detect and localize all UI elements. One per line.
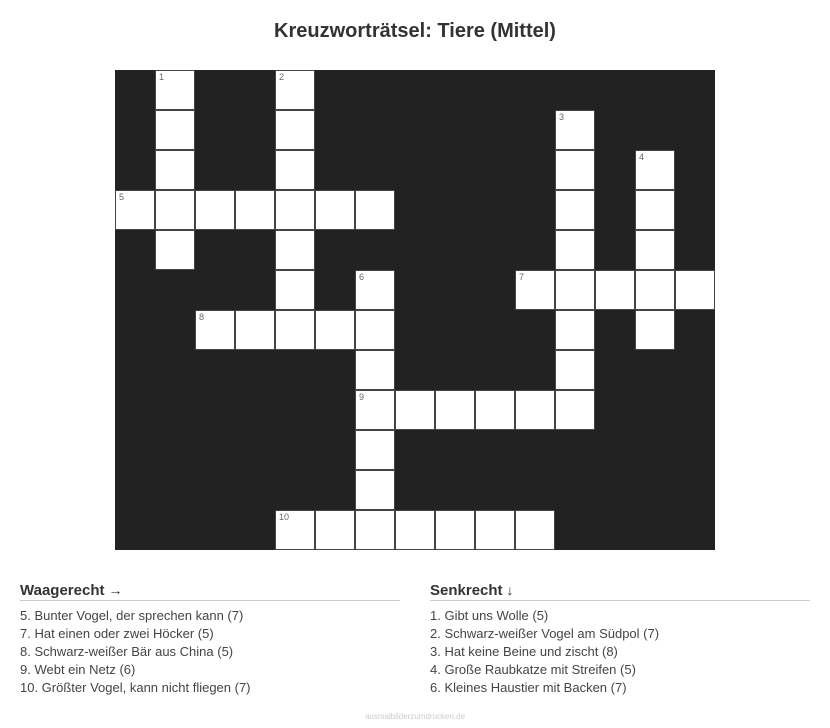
crossword-cell[interactable] <box>555 390 595 430</box>
right-arrow-icon: → <box>108 582 123 598</box>
crossword-cell[interactable] <box>635 190 675 230</box>
crossword-cell[interactable] <box>635 150 675 190</box>
crossword-cell[interactable] <box>475 510 515 550</box>
crossword-cell[interactable] <box>235 190 275 230</box>
crossword-cell[interactable] <box>475 390 515 430</box>
across-clue: 5. Bunter Vogel, der sprechen kann (7) <box>20 608 244 623</box>
crossword-cell[interactable] <box>235 310 275 350</box>
crossword-cell[interactable] <box>315 510 355 550</box>
crossword-cell[interactable] <box>155 230 195 270</box>
down-clues <box>430 582 810 697</box>
clue-number: 5 <box>119 192 125 202</box>
crossword-cell[interactable] <box>555 230 595 270</box>
crossword-cell[interactable] <box>155 150 195 190</box>
crossword-cell[interactable] <box>635 230 675 270</box>
footer-credit: ausmalbilderzumdrucken.de <box>364 712 466 721</box>
crossword-cell[interactable] <box>555 270 595 310</box>
clue-number: 4 <box>639 152 645 162</box>
crossword-cell[interactable] <box>595 270 635 310</box>
across-clue: 9. Webt ein Netz (6) <box>20 662 136 677</box>
clue-number: 3 <box>559 112 565 122</box>
down-arrow-icon: ↓ <box>506 582 514 598</box>
crossword-cell[interactable] <box>515 390 555 430</box>
crossword-cell[interactable] <box>395 510 435 550</box>
crossword-cell[interactable] <box>315 190 355 230</box>
crossword-cell[interactable] <box>275 310 315 350</box>
crossword-cell[interactable] <box>555 310 595 350</box>
crossword-cell[interactable] <box>555 150 595 190</box>
crossword-cell[interactable] <box>315 310 355 350</box>
crossword-cell[interactable] <box>355 310 395 350</box>
across-heading-label: Waagerecht <box>20 582 105 599</box>
crossword-cell[interactable] <box>675 270 715 310</box>
across-clue: 8. Schwarz-weißer Bär aus China (5) <box>20 644 234 659</box>
crossword-cell[interactable] <box>555 350 595 390</box>
across-clue: 7. Hat einen oder zwei Höcker (5) <box>20 626 214 641</box>
crossword-cell[interactable] <box>355 390 395 430</box>
crossword-cell[interactable] <box>355 470 395 510</box>
crossword-cell[interactable] <box>355 270 395 310</box>
crossword-cell[interactable] <box>515 270 555 310</box>
crossword-cell[interactable] <box>555 190 595 230</box>
crossword-cell[interactable] <box>355 190 395 230</box>
crossword-cell[interactable] <box>275 190 315 230</box>
crossword-cell[interactable] <box>355 350 395 390</box>
crossword-cell[interactable] <box>635 270 675 310</box>
clue-number: 2 <box>279 72 285 82</box>
clue-number: 8 <box>199 312 205 322</box>
crossword-cell[interactable] <box>435 510 475 550</box>
clue-number: 1 <box>159 72 165 82</box>
crossword-cell[interactable] <box>515 510 555 550</box>
crossword-cell[interactable] <box>195 190 235 230</box>
crossword-cell[interactable] <box>435 390 475 430</box>
crossword-cell[interactable] <box>635 310 675 350</box>
clue-number: 7 <box>519 272 525 282</box>
crossword-cell[interactable] <box>395 390 435 430</box>
down-clue: 6. Kleines Haustier mit Backen (7) <box>430 680 627 695</box>
crossword-cell[interactable] <box>155 70 195 110</box>
crossword-cell[interactable] <box>275 70 315 110</box>
down-clue: 3. Hat keine Beine und zischt (8) <box>430 644 618 659</box>
clue-number: 10 <box>279 512 290 522</box>
crossword-grid <box>115 70 715 550</box>
down-heading-label: Senkrecht <box>430 582 503 599</box>
crossword-cell[interactable] <box>195 310 235 350</box>
crossword-cell[interactable] <box>275 230 315 270</box>
page-title: Kreuzworträtsel: Tiere (Mittel) <box>274 20 556 42</box>
crossword-cell[interactable] <box>275 110 315 150</box>
crossword-cell[interactable] <box>275 510 315 550</box>
crossword-cell[interactable] <box>555 110 595 150</box>
clue-number: 9 <box>359 392 365 402</box>
crossword-cell[interactable] <box>115 190 155 230</box>
down-heading <box>430 582 810 601</box>
crossword-cell[interactable] <box>155 110 195 150</box>
crossword-cell[interactable] <box>355 510 395 550</box>
down-clue: 1. Gibt uns Wolle (5) <box>430 608 549 623</box>
across-heading <box>20 582 400 601</box>
crossword-cell[interactable] <box>355 430 395 470</box>
crossword-cell[interactable] <box>275 150 315 190</box>
across-clue: 10. Größter Vogel, kann nicht fliegen (7) <box>20 680 251 695</box>
crossword-cell[interactable] <box>155 190 195 230</box>
clue-number: 6 <box>359 272 365 282</box>
crossword-cell[interactable] <box>275 270 315 310</box>
down-clue: 4. Große Raubkatze mit Streifen (5) <box>430 662 636 677</box>
down-clue: 2. Schwarz-weißer Vogel am Südpol (7) <box>430 626 660 641</box>
across-clues <box>20 582 400 697</box>
